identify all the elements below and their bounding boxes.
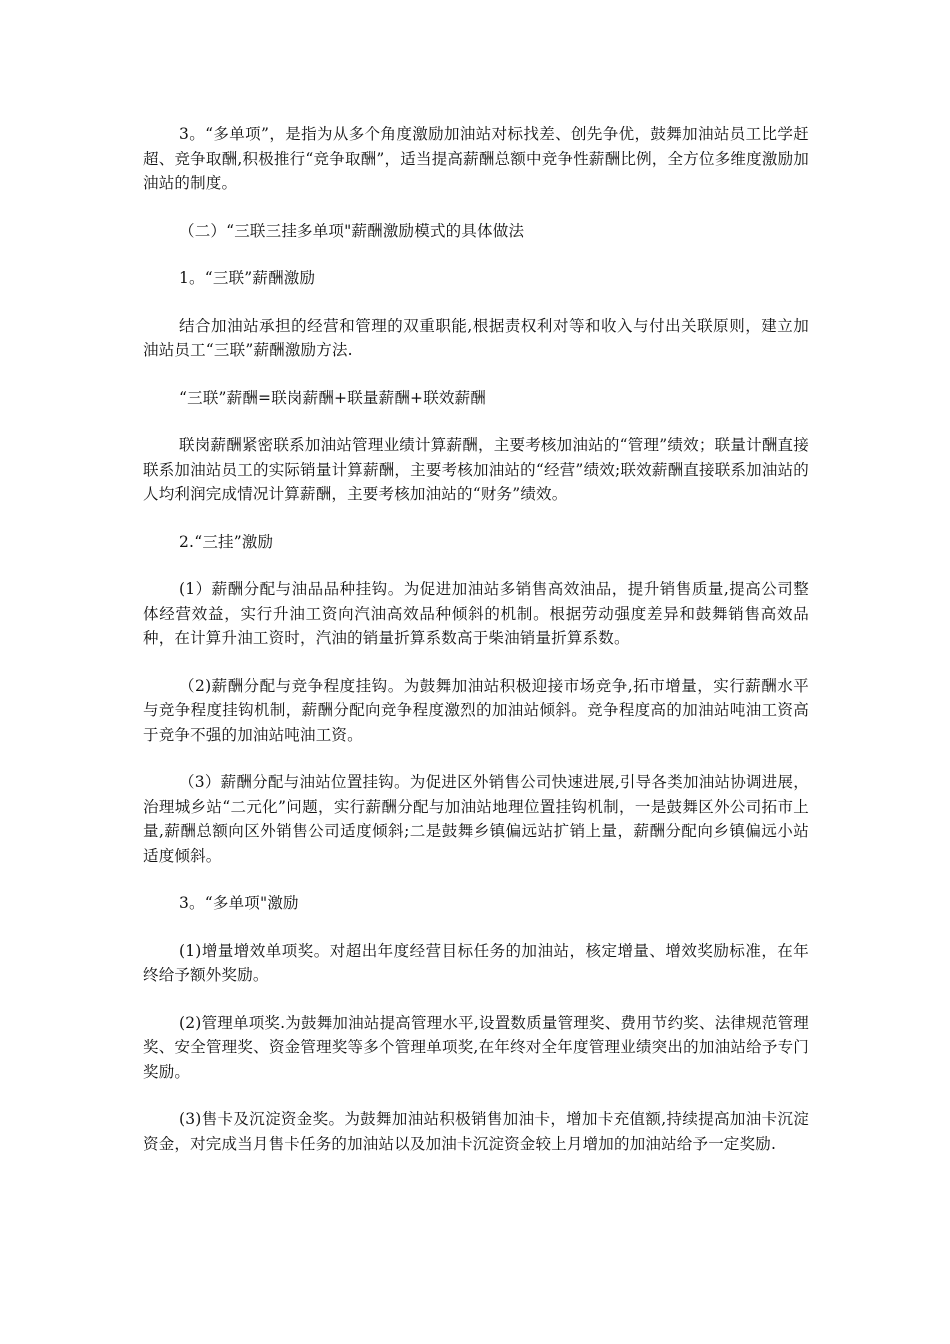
subheading-duodanxiang: 3。“多单项"激励 (179, 894, 299, 912)
formula-sanlian: “三联”薪酬=联岗薪酬+联量薪酬+联效薪酬 (179, 388, 487, 407)
paragraph-duodanxiang-item-1: (1)增量增效单项奖。对超出年度经营目标任务的加油站，核定增量、增效奖励标准，在年终给予额外奖励。 (143, 941, 809, 984)
document-body (143, 122, 809, 1179)
paragraph-definition-duodanxiang: 3。“多单项”，是指为从多个角度激励加油站对标找差、创先争优，鼓舞加油站员工比学赶超、竞争取酬,积极推行“竞争取酬”，适当提高薪酬总额中竞争性薪酬比例，全方位多维度激励加油站的制度。 (143, 125, 809, 192)
subheading-sanlian: 1。“三联”薪酬激励 (179, 269, 316, 287)
subheading-sangua: 2.“三挂”激励 (179, 532, 274, 551)
paragraph-sangua-item-1: (1）薪酬分配与油品品种挂钩。为促进加油站多销售高效油品，提升销售质量,提高公司整体经营效益，实行升油工资向汽油高效品种倾斜的机制。根据劳动强度差异和鼓舞销售高效品种，在计算升油工资时，汽油的销量折算系数高于柴油销量折算系数。 (143, 580, 809, 647)
paragraph-duodanxiang-item-2: (2)管理单项奖.为鼓舞加油站提高管理水平,设置数质量管理奖、费用节约奖、法律规范管理奖、安全管理奖、资金管理奖等多个管理单项奖,在年终对全年度管理业绩突出的加油站给予专门奖励。 (143, 1013, 809, 1081)
paragraph-duodanxiang-item-3: (3)售卡及沉淀资金奖。为鼓舞加油站积极销售加油卡，增加卡充值额,持续提高加油卡沉淀资金，对完成当月售卡任务的加油站以及加油卡沉淀资金较上月增加的加油站给予一定奖励. (143, 1110, 809, 1153)
section-heading-specific-practices: （二）“三联三挂多单项"薪酬激励模式的具体做法 (179, 221, 525, 240)
paragraph-sanlian-detail: 联岗薪酬紧密联系加油站管理业绩计算薪酬，主要考核加油站的“管理”绩效；联量计酬直接联系加油站员工的实际销量计算薪酬，主要考核加油站的“经营”绩效;联效薪酬直接联系加油站的人均利润完成情况计算薪酬，主要考核加油站的“财务”绩效。 (143, 436, 809, 503)
paragraph-sanlian-intro: 结合加油站承担的经营和管理的双重职能,根据责权利对等和收入与付出关联原则，建立加油站员工“三联”薪酬激励方法. (143, 316, 809, 359)
paragraph-sangua-item-3: （3）薪酬分配与油站位置挂钩。为促进区外销售公司快速进展,引导各类加油站协调进展，治理城乡站“二元化”问题，实行薪酬分配与加油站地理位置挂钩机制，一是鼓舞区外公司拓市上量,薪酬总额向区外销售公司适度倾斜;二是鼓舞乡镇偏远站扩销上量，薪酬分配向乡镇偏远小站适度倾斜。 (143, 773, 809, 865)
paragraph-sangua-item-2: （2)薪酬分配与竞争程度挂钩。为鼓舞加油站积极迎接市场竞争,拓市增量，实行薪酬水平与竞争程度挂钩机制，薪酬分配向竞争程度激烈的加油站倾斜。竞争程度高的加油站吨油工资高于竞争不强的加油站吨油工资。 (143, 676, 809, 744)
